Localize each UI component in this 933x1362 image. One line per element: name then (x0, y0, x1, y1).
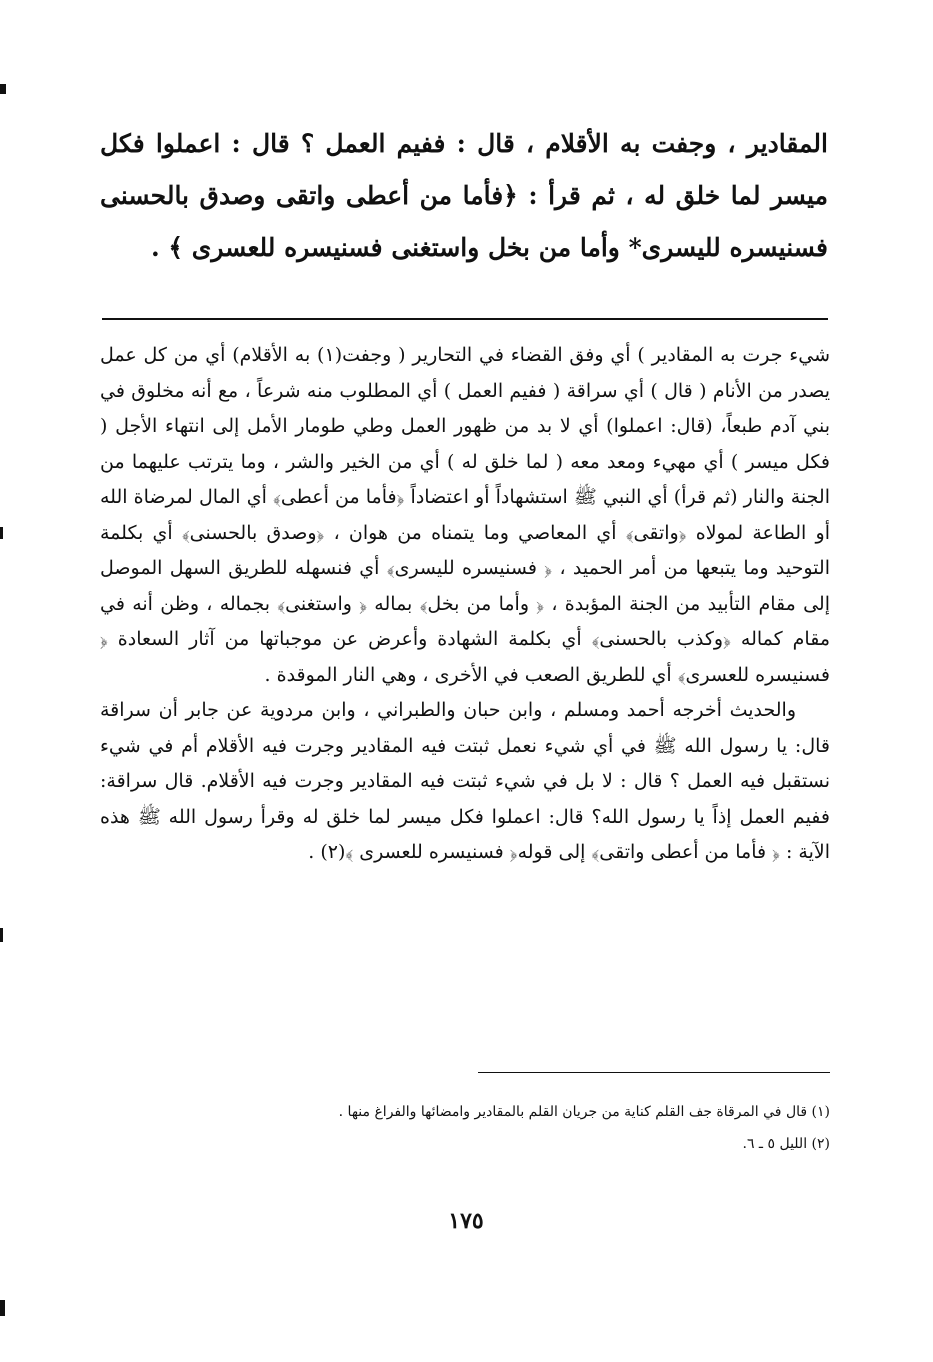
page-number: ١٧٥ (448, 1208, 484, 1234)
hadith-main-text (100, 118, 828, 274)
footnote-2: (٢) الليل ٥ ـ ٦. (742, 1136, 830, 1152)
commentary-block (100, 338, 830, 871)
scan-mark-lower (0, 928, 3, 942)
footnote-separator (478, 1072, 830, 1073)
scan-mark-bottom (0, 1300, 5, 1316)
scan-mark-middle (0, 527, 3, 539)
text-separator (102, 318, 828, 320)
commentary-paragraph: شيء جرت به المقادير ) أي وفق القضاء في التحارير ( وجفت(١) به الأقلام) أي من كل عمل يصدر من الأنام ( قال ) أي سراقة ( ففيم العمل ) أي المطلوب منه شرعاً ، مع أنه مخلوق في بني آدم طبعاً، (قال: اعملوا) أي لا بد من ظهور العمل وطي طومار الأمل إلى انتهاء الأجل ( فكل ميسر ) أي مهيء ومعد معه ( لما خلق له ) أي من الخير والشر ، وما يترتب عليهما من الجنة والنار (ثم قرأ) أي النبي ﷺ استشهاداً أو اعتضاداً ﴿فأما من أعطى﴾ أي المال لمرضاة الله أو الطاعة لمولاه ﴿واتقى﴾ أي المعاصي وما يتمناه من هوان ، ﴿وصدق بالحسنى﴾ أي بكلمة التوحيد وما يتبعها من أمر الحميد ، ﴿ فسنيسره لليسرى﴾ أي فنسهله للطريق السهل الموصل إلى مقام التأبيد من الجنة المؤبدة ، ﴿ وأما من بخل﴾ بماله ﴿ واستغنى﴾ بجماله ، وظن أنه في مقام كماله ﴿وكذب بالحسنى﴾ أي بكلمة الشهادة وأعرض عن موجباتها من آثار السعادة ﴿ فسنيسره للعسرى﴾ أي للطريق الصعب في الأخرى ، وهي النار الموقدة . (100, 344, 830, 686)
hadith-source-paragraph: والحديث أخرجه أحمد ومسلم ، وابن حبان والطبراني ، وابن مردوية عن جابر أن سراقة قال: يا رسول الله ﷺ في أي شيء نعمل ثبتت فيه المقادير وجرت فيه الأقلام أم في شيء نستقبل فيه العمل ؟ قال : لا بل في شيء ثبتت فيه المقادير وجرت فيه الأقلام. قال سراقة: ففيم العمل إذاً يا رسول الله؟ قال: اعملوا فكل ميسر لما خلق له وقرأ رسول الله ﷺ هذه الآية : ﴿ فأما من أعطى واتقى﴾ إلى قوله﴿ فسنيسره للعسرى ﴾(٢) . (100, 699, 830, 863)
footnotes (100, 1096, 830, 1160)
scan-mark-top (0, 84, 6, 94)
main-text-paragraph: المقادير ، وجفت به الأقلام ، قال : ففيم العمل ؟ قال : اعملوا فكل ميسر لما خلق له ، ثم قرأ : ﴿فأما من أعطى واتقى وصدق بالحسنى فسنيسره لليسرى* وأما من بخل واستغنى فسنيسره للعسرى ﴾ . (100, 129, 828, 262)
footnote-1: (١) قال في المرقاة جف القلم كناية من جريان القلم بالمقادير وامضائها والفراغ منها . (338, 1104, 830, 1120)
